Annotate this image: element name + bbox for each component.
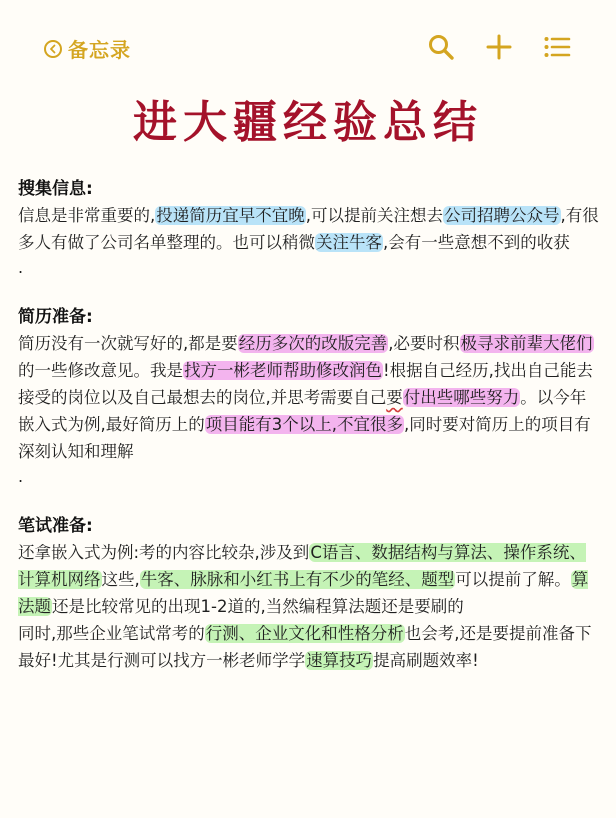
text-segment: 提高刷题效率! bbox=[373, 651, 479, 670]
highlighted-text: 极寻求前辈大佬们 bbox=[460, 334, 593, 353]
search-icon[interactable] bbox=[426, 32, 456, 62]
section-resume bbox=[18, 304, 602, 487]
text-segment: ,同时要对简历上的项目有深刻认知和理解 bbox=[18, 415, 591, 461]
text-segment: 信息是非常重要的, bbox=[18, 206, 156, 225]
text-segment: ,可以提前关注想去 bbox=[305, 206, 443, 225]
highlighted-text: 公司招聘公众号 bbox=[444, 206, 560, 225]
highlighted-text: C语言、数据结构与算法、操作系统、计算机网络 bbox=[18, 543, 586, 589]
text-segment: 还是比较常见的出现1-2道的,当然编程算法题还是要刷的 bbox=[52, 597, 464, 616]
back-label: 备忘录 bbox=[68, 38, 131, 62]
section-paragraph bbox=[18, 539, 602, 620]
highlighted-text: 牛客、脉脉和小红书上有不少的笔经、题型 bbox=[140, 570, 455, 589]
section-heading: 笔试准备: bbox=[18, 516, 93, 536]
highlighted-text: 找方一彬老师帮助修改润色 bbox=[184, 361, 382, 380]
section-written-test bbox=[18, 513, 602, 674]
toolbar bbox=[426, 32, 572, 62]
highlighted-text: 项目能有3个以上,不宜很多 bbox=[205, 415, 403, 434]
highlighted-text: 算法题 bbox=[18, 570, 589, 616]
section-paragraph bbox=[18, 620, 602, 674]
text-segment: 这些, bbox=[101, 570, 140, 589]
section-paragraph bbox=[18, 202, 602, 256]
list-icon[interactable] bbox=[542, 32, 572, 62]
highlighted-text: 速算技巧 bbox=[306, 651, 373, 670]
text-segment: ,必要时积 bbox=[388, 334, 460, 353]
text-segment: 还拿嵌入式为例:考的内容比较杂,涉及到 bbox=[18, 543, 310, 562]
highlighted-text: 经历多次的改版完善 bbox=[238, 334, 388, 353]
text-segment: 也会考,还是要提前准备下最好!尤其是行测可以找方一彬老师学学 bbox=[18, 624, 592, 670]
text-segment: !根据自己经历,找出自己能去接受的岗位以及自己最想去的岗位,并思考需要自己 bbox=[18, 361, 593, 407]
highlighted-text: 行测、企业文化和性格分析 bbox=[205, 624, 404, 643]
note-body bbox=[18, 176, 602, 674]
chevron-left-icon bbox=[44, 40, 62, 58]
text-segment: 。以今年嵌入式为例,最好简历上的 bbox=[18, 388, 587, 434]
back-button[interactable] bbox=[44, 34, 131, 63]
highlighted-text: 关注牛客 bbox=[316, 233, 382, 252]
top-bar bbox=[0, 0, 616, 92]
text-segment: 简历没有一次就写好的,都是要 bbox=[18, 334, 238, 353]
section-collect-info bbox=[18, 176, 602, 278]
section-paragraph bbox=[18, 330, 602, 465]
section-heading: 简历准备: bbox=[18, 307, 93, 327]
highlighted-text: 投递简历宜早不宜晚 bbox=[156, 206, 305, 225]
section-heading: 搜集信息: bbox=[18, 179, 93, 199]
page-title: 进大疆经验总结 bbox=[133, 97, 483, 148]
section-trailing: . bbox=[18, 467, 24, 486]
text-segment: 可以提前了解。 bbox=[455, 570, 571, 589]
text-segment: ,有很多人有做了公司名单整理的。也可以稍微 bbox=[18, 206, 599, 252]
section-trailing: . bbox=[18, 258, 24, 277]
highlighted-text: 付出些哪些努力 bbox=[403, 388, 520, 407]
wavy-underlined-text: 要 bbox=[386, 388, 403, 407]
plus-icon[interactable] bbox=[484, 32, 514, 62]
text-segment: 同时,那些企业笔试常考的 bbox=[18, 624, 205, 643]
text-segment: 的一些修改意见。我是 bbox=[18, 361, 183, 380]
text-segment: ,会有一些意想不到的收获 bbox=[383, 233, 570, 252]
